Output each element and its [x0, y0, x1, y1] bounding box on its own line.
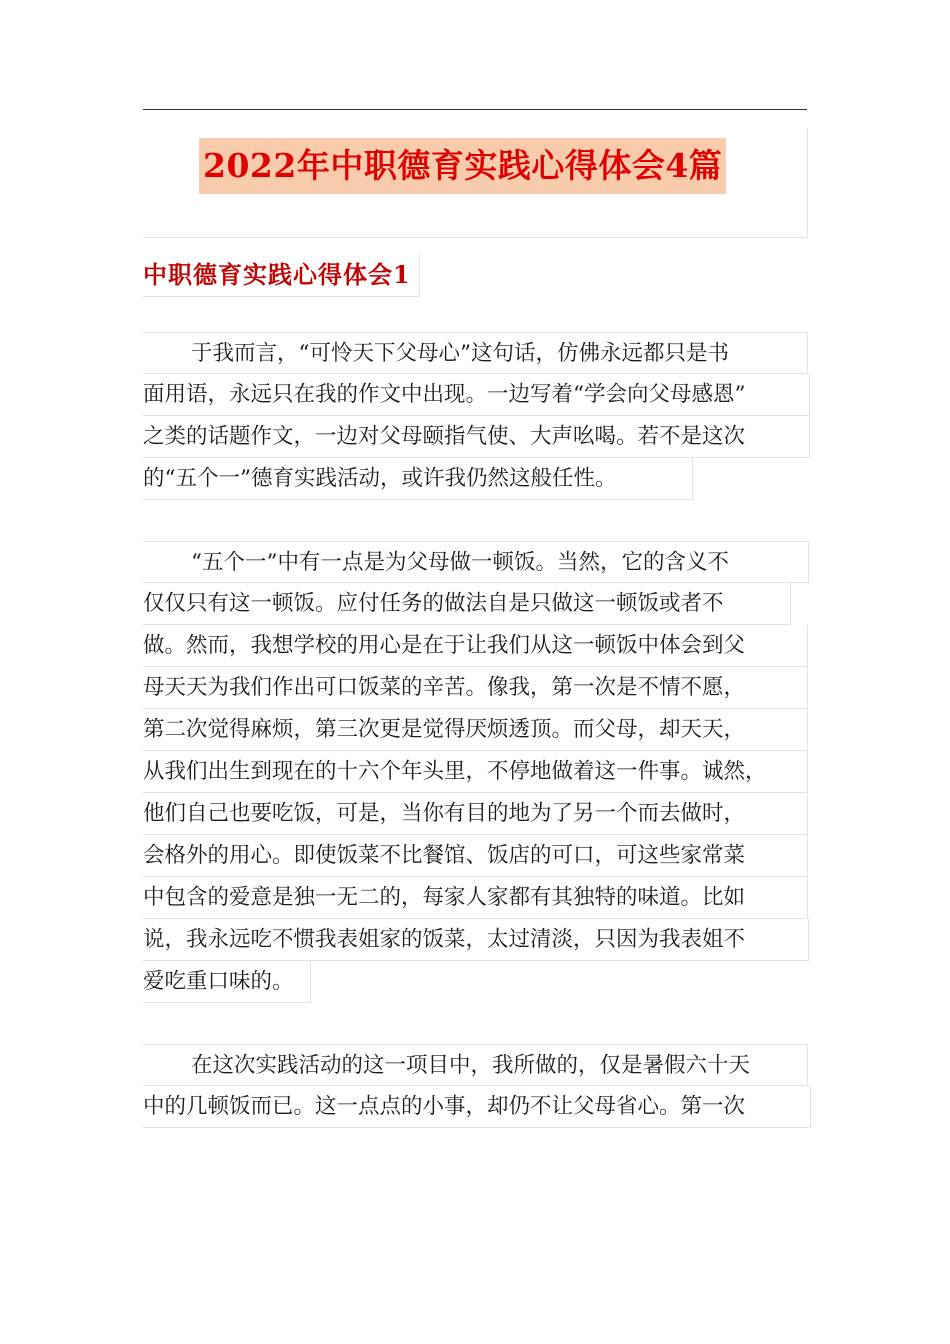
paragraph-line: 之类的话题作文，一边对父母颐指气使、大声吆喝。若不是这次: [143, 416, 810, 458]
paragraph-line: 的“五个一”德育实践活动，或许我仍然这般任性。: [143, 458, 693, 500]
paragraph-line: “五个一”中有一点是为父母做一顿饭。当然，它的含义不: [143, 541, 809, 583]
paragraph-line: 说，我永远吃不惯我表姐家的饭菜，太过清淡，只因为我表姐不: [143, 919, 809, 961]
paragraph-line: 在这次实践活动的这一项目中，我所做的，仅是暑假六十天: [143, 1044, 808, 1086]
paragraph-line: 中包含的爱意是独一无二的，每家人家都有其独特的味道。比如: [143, 877, 808, 919]
section-heading: 中职德育实践心得体会1: [143, 254, 420, 297]
paragraph-line: 爱吃重口味的。: [143, 961, 311, 1003]
paragraph-line: 中的几顿饭而已。这一点点的小事，却仍不让父母省心。第一次: [143, 1086, 811, 1128]
top-rule: [143, 109, 807, 110]
paragraph-line: 他们自己也要吃饭，可是，当你有目的地为了另一个而去做时，: [143, 793, 808, 835]
paragraph-line: 第二次觉得麻烦，第三次更是觉得厌烦透顶。而父母，却天天，: [143, 709, 808, 751]
paragraph-line: 面用语，永远只在我的作文中出现。一边写着“学会向父母感恩”: [143, 374, 810, 416]
paragraph-line: 仅仅只有这一顿饭。应付任务的做法自是只做这一顿饭或者不: [143, 583, 791, 625]
paragraph-line: 于我而言，“可怜天下父母心”这句话，仿佛永远都只是书: [143, 332, 808, 374]
paragraph-line: 会格外的用心。即使饭菜不比餐馆、饭店的可口，可这些家常菜: [143, 835, 808, 877]
paragraph-line: 母天天为我们作出可口饭菜的辛苦。像我，第一次是不情不愿，: [143, 667, 808, 709]
paragraph-line: 从我们出生到现在的十六个年头里，不停地做着这一件事。诚然，: [143, 751, 808, 793]
document-title: 2022年中职德育实践心得体会4篇: [199, 138, 726, 194]
paragraph-line: 做。然而，我想学校的用心是在于让我们从这一顿饭中体会到父: [143, 625, 808, 667]
